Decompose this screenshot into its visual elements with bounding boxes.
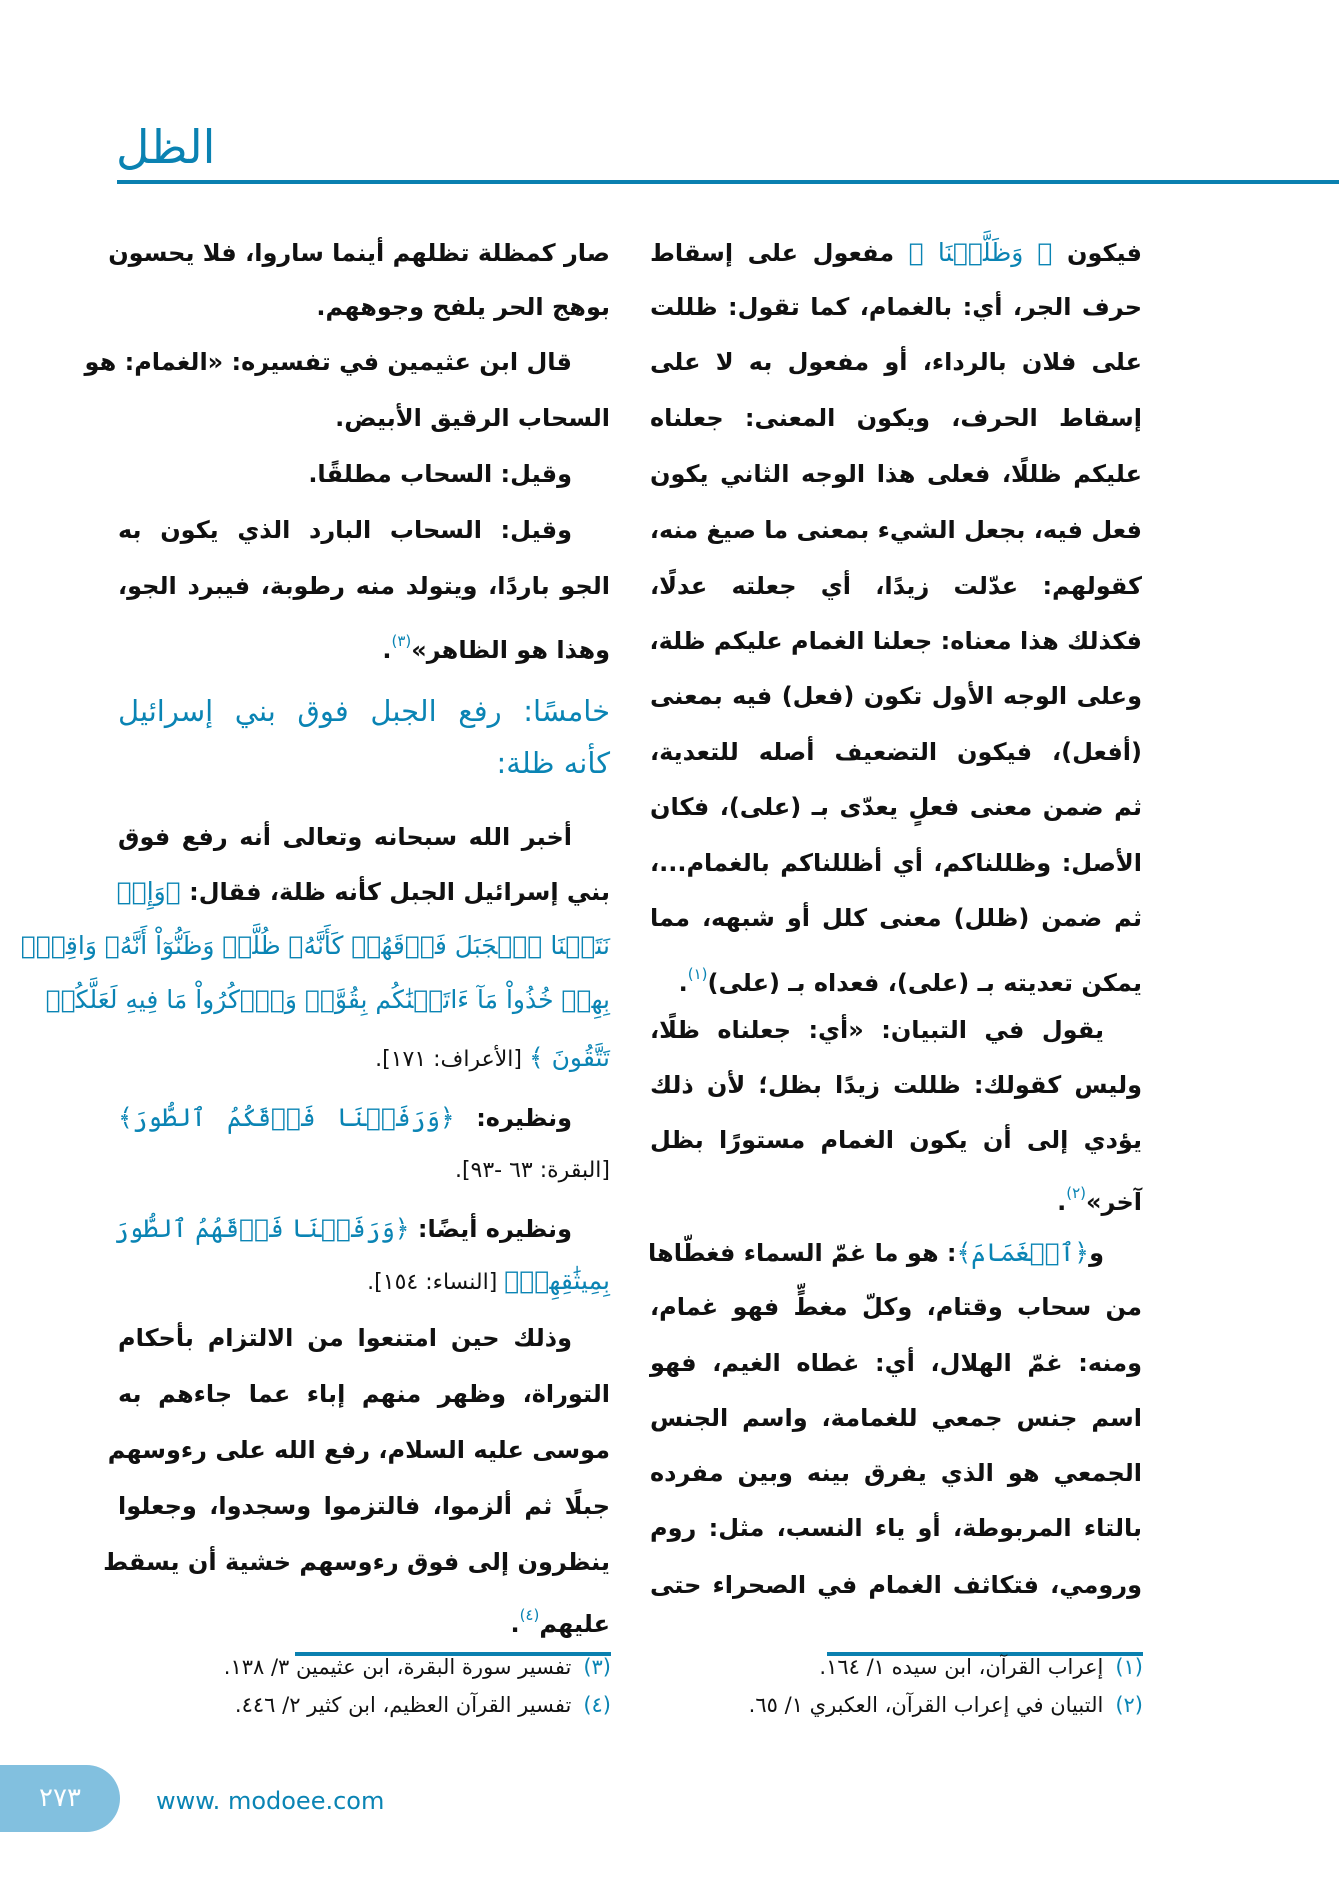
- text-run: مفعول على إسقاط: [650, 239, 909, 268]
- text-run: حرف الجر، أي: بالغمام، كما تقول: ظللت: [650, 293, 1142, 322]
- footnote: [235, 1687, 611, 1723]
- text-run: من سحاب وقتام، وكلّ مغطٍّ فهو غمام،: [650, 1293, 1142, 1322]
- text-run: وعلى الوجه الأول تكون (فعل) فيه بمعنى: [650, 682, 1142, 711]
- text-line: [650, 949, 1142, 999]
- text-line: [118, 1256, 610, 1306]
- quran-verse: ﴿ٱلۡغَمَامَ﴾: [956, 1238, 1090, 1268]
- quran-verse: تَتَّقُونَ ﴾: [528, 1042, 610, 1072]
- text-run: على فلان بالرداء، أو مفعول به لا على: [650, 347, 1142, 376]
- text-line: [118, 1590, 610, 1640]
- text-line: [650, 1338, 1142, 1388]
- footnote-number: (٣): [583, 1655, 611, 1679]
- text-line: [118, 282, 610, 332]
- text-run: بوهج الحر يلفح وجوههم.: [316, 293, 610, 322]
- text-run: وذلك حين امتنعوا من الالتزام بأحكام: [118, 1323, 572, 1352]
- text-line: [650, 1282, 1142, 1332]
- text-run: اسم جنس جمعي للغمامة، واسم الجنس: [650, 1404, 1142, 1433]
- text-line: [650, 838, 1142, 888]
- text-line: [118, 561, 610, 611]
- text-run: بني إسرائيل الجبل كأنه ظلة، فقال:: [180, 877, 610, 906]
- footnote: [224, 1649, 611, 1685]
- text-run: .: [382, 636, 392, 665]
- text-run: ونظيره:: [454, 1104, 572, 1133]
- text-line: [650, 228, 1142, 278]
- text-run: ومنه: غمّ الهلال، أي: غطاه الغيم، فهو: [650, 1348, 1142, 1377]
- text-line: [118, 1093, 610, 1143]
- quran-verse: نَتَقۡنَا ٱلۡجَبَلَ فَوۡقَهُمۡ كَأَنَّهُۥ ظُلَّةٞ وَظَنُّوٓاْ أَنَّهُۥ وَاقِعُۢ: [20, 930, 610, 960]
- text-line: [650, 616, 1142, 666]
- text-line: [650, 1060, 1142, 1110]
- footnote: [819, 1649, 1143, 1685]
- text-run: موسى عليه السلام، رفع الله على رءوسهم: [107, 1435, 610, 1464]
- quran-verse: بِمِيثَٰقِهِمۡ﴾: [504, 1265, 610, 1295]
- text-run: أخبر الله سبحانه وتعالى أنه رفع فوق: [118, 823, 572, 852]
- footnote-text: التبيان في إعراب القرآن، العكبري ١/ ٦٥.: [748, 1693, 1104, 1717]
- text-run: صار كمظلة تظلهم أينما ساروا، فلا يحسون: [108, 239, 610, 268]
- text-line: [118, 1144, 610, 1194]
- text-run: الجو باردًا، ويتولد منه رطوبة، فيبرد الجو،: [118, 571, 610, 600]
- footnote-ref[interactable]: (٣): [391, 632, 412, 651]
- text-run: التوراة، وظهر منهم إباء عما جاءهم به: [118, 1380, 610, 1409]
- text-line: [107, 1425, 610, 1475]
- text-line: [650, 282, 1142, 332]
- text-line: [650, 505, 1142, 555]
- text-line: [650, 1503, 1142, 1553]
- footnote-text: تفسير سورة البقرة، ابن عثيمين ٣/ ١٣٨.: [223, 1655, 572, 1679]
- text-run: إسقاط الحرف، ويكون المعنى: جعلناه: [650, 404, 1142, 433]
- text-line: [650, 1228, 1142, 1278]
- website-link[interactable]: www. modoee.com: [156, 1787, 385, 1815]
- text-run: يؤدي إلى أن يكون الغمام مستورًا بظل: [650, 1125, 1142, 1154]
- text-run: وهذا هو الظاهر»: [411, 636, 610, 665]
- text-line: [650, 893, 1142, 943]
- section-heading-line: [118, 686, 610, 736]
- text-run: عليهم: [539, 1609, 610, 1638]
- text-run: كقولهم: عدّلت زيدًا، أي جعلته عدلًا،: [650, 571, 1142, 600]
- text-run: .: [1057, 1187, 1067, 1216]
- text-line: [108, 228, 610, 278]
- section-heading-line: [118, 738, 610, 788]
- text-run: : هو ما غمّ السماء فغطّاها: [648, 1239, 957, 1268]
- text-run: وقيل: السحاب مطلقًا.: [308, 459, 572, 488]
- text-run: ثم ضمن (ظلل) معنى كلل أو شبهه، مما: [650, 904, 1142, 933]
- text-line: [118, 505, 610, 555]
- text-line: [650, 1448, 1142, 1498]
- text-line: [650, 1560, 1142, 1610]
- text-run: .: [510, 1609, 520, 1638]
- text-run: الأصل: وظللناكم، أي أظللناكم بالغمام...،: [650, 848, 1142, 877]
- text-run: بالتاء المربوطة، أو ياء النسب، مثل: روم: [650, 1513, 1142, 1542]
- text-line: [650, 393, 1142, 443]
- quran-verse: ﴿ وَظَلَّلۡنَا ﴾: [908, 238, 1053, 268]
- text-run: السحاب الرقيق الأبيض.: [335, 404, 610, 433]
- text-run: ثم ضمن معنى فعلٍ يعدّى بـ (على)، فكان: [650, 793, 1142, 822]
- text-run: وقيل: السحاب البارد الذي يكون به: [118, 516, 572, 545]
- footnote-number: (٤): [583, 1693, 611, 1717]
- text-run: وليس كقولك: ظللت زيدًا بظل؛ لأن ذلك: [650, 1070, 1142, 1099]
- verse-reference: [النساء: ١٥٤].: [367, 1269, 505, 1295]
- text-run: جبلًا ثم ألزموا، فالتزموا وسجدوا، وجعلوا: [118, 1492, 610, 1521]
- text-run: يمكن تعديته بـ (على)، فعداه بـ (على): [707, 968, 1142, 997]
- text-line: [650, 727, 1142, 777]
- footnote-number: (١): [1115, 1655, 1143, 1679]
- text-run: يقول في التبيان: «أي: جعلناه ظلًا،: [650, 1016, 1104, 1045]
- text-line: [45, 975, 610, 1025]
- footnote: [749, 1687, 1143, 1723]
- text-run: ينظرون إلى فوق رءوسهم خشية أن يسقط: [103, 1547, 610, 1576]
- text-run: خامسًا: رفع الجبل فوق بني إسرائيل: [118, 693, 610, 728]
- footnote-text: تفسير القرآن العظيم، ابن كثير ٢/ ٤٤٦.: [234, 1693, 572, 1717]
- text-run: قال ابن عثيمين في تفسيره: «الغمام: هو: [84, 347, 572, 376]
- page-number-badge: ٢٧٣: [0, 1765, 120, 1832]
- text-run: و: [1089, 1239, 1104, 1268]
- text-line: [118, 449, 610, 499]
- text-run: الجمعي هو الذي يفرق بينه وبين مفرده: [650, 1458, 1142, 1487]
- text-line: [84, 337, 610, 387]
- text-run: ونظيره أيضًا:: [409, 1215, 572, 1244]
- text-line: [118, 1369, 610, 1419]
- footnote-number: (٢): [1115, 1693, 1143, 1717]
- footnote-ref[interactable]: (٤): [519, 1605, 540, 1624]
- text-run: آخر»: [1086, 1187, 1142, 1216]
- page-title: الظل: [116, 120, 216, 174]
- text-line: [113, 1204, 610, 1254]
- quran-verse: ﴿وَرَفَعۡنَا فَوۡقَكُمُ ٱلطُّورَ﴾: [118, 1103, 455, 1133]
- text-line: [650, 337, 1142, 387]
- text-line: [118, 616, 610, 666]
- quran-verse: بِهِمۡ خُذُواْ مَآ ءَاتَيۡنَٰكُم بِقُوَّةٖ وَٱذۡكُرُواْ مَا فِيهِ لَعَلَّكُمۡ: [45, 985, 610, 1015]
- footnote-ref[interactable]: (١): [687, 964, 708, 983]
- text-line: [650, 782, 1142, 832]
- text-run: فيكون: [1052, 239, 1143, 268]
- footnote-text: إعراب القرآن، ابن سيده ١/ ١٦٤.: [819, 1655, 1104, 1679]
- text-line: [20, 921, 610, 971]
- text-run: ورومي، فتكاثف الغمام في الصحراء حتى: [650, 1570, 1142, 1599]
- text-run: فكذلك هذا معناه: جعلنا الغمام عليكم ظلة،: [649, 627, 1142, 656]
- quran-verse: ﴿وَرَفَعۡنَا فَوۡقَهُمُ ٱلطُّورَ: [113, 1214, 410, 1244]
- text-run: عليكم ظللًا، فعلى هذا الوجه الثاني يكون: [650, 459, 1142, 488]
- text-line: [118, 1481, 610, 1531]
- text-line: [103, 1537, 610, 1587]
- text-run: فعل فيه، بجعل الشيء بمعنى ما صيغ منه،: [649, 516, 1142, 545]
- text-line: [650, 561, 1142, 611]
- text-line: [650, 1115, 1142, 1165]
- quran-verse: ﴿وَإِذۡ: [116, 876, 181, 906]
- text-line: [118, 393, 610, 443]
- text-line: [650, 1393, 1142, 1443]
- text-run: .: [678, 968, 688, 997]
- text-run: (أفعل)، فيكون التضعيف أصله للتعدية،: [650, 737, 1142, 766]
- text-line: [650, 1005, 1142, 1055]
- text-line: [118, 867, 610, 917]
- text-line: [650, 1168, 1142, 1218]
- text-run: كأنه ظلة:: [496, 745, 610, 780]
- footnote-ref[interactable]: (٢): [1066, 1183, 1087, 1202]
- text-line: [118, 812, 610, 862]
- text-line: [650, 671, 1142, 721]
- text-line: [118, 1033, 610, 1083]
- text-line: [650, 449, 1142, 499]
- right-column: [650, 0, 1142, 1890]
- verse-reference: [البقرة: ٦٣ -٩٣].: [454, 1157, 610, 1183]
- verse-reference: [الأعراف: ١٧١].: [375, 1046, 529, 1072]
- text-line: [118, 1313, 610, 1363]
